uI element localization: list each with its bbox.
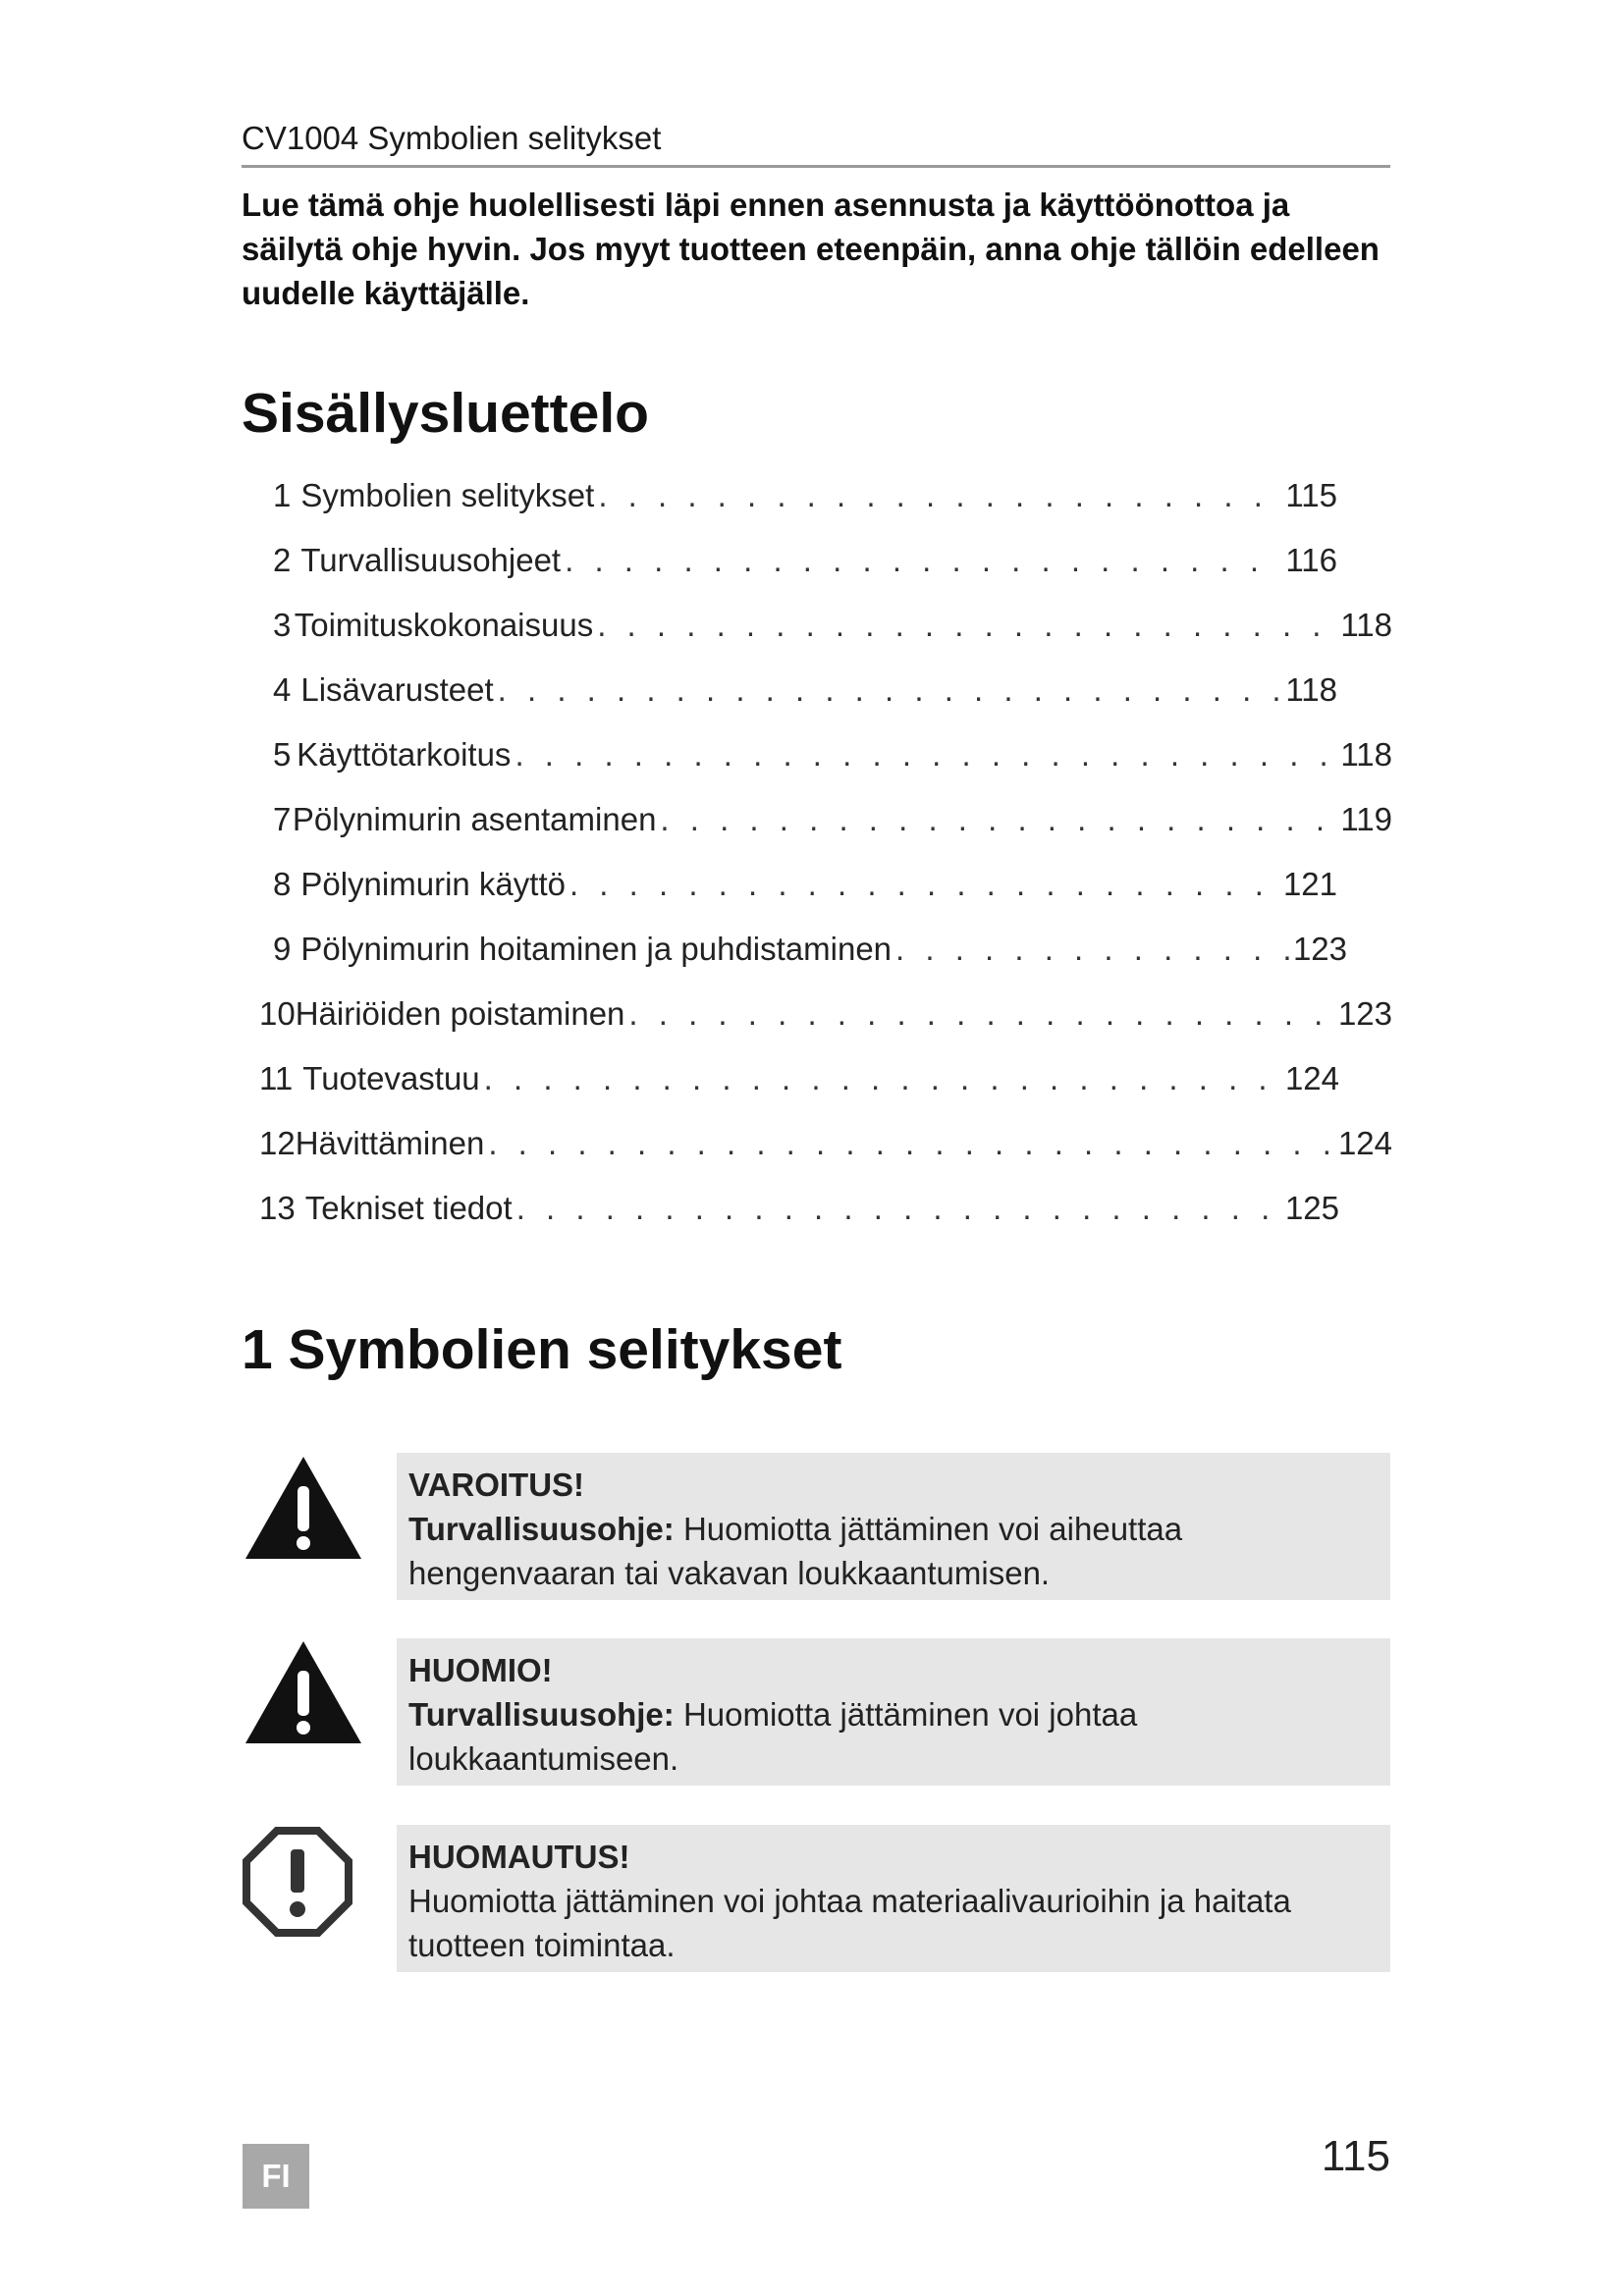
toc-entry-11[interactable] xyxy=(259,1060,1339,1103)
toc-entry-number: 8 xyxy=(273,866,292,902)
toc-entry-label: Tuotevastuu xyxy=(302,1060,480,1096)
toc-entry-page: 118 xyxy=(1285,671,1337,708)
toc-entry-label: Pölynimurin hoitaminen ja puhdistaminen xyxy=(300,931,893,967)
toc-entry-4[interactable] xyxy=(273,671,1337,715)
toc-entry-7[interactable] xyxy=(273,801,1392,844)
toc-entry-number: 12 xyxy=(259,1125,296,1161)
toc-entry-page: 123 xyxy=(1292,931,1347,967)
toc-entry-label: Pölynimurin käyttö xyxy=(300,866,566,902)
toc-entry-label: Tekniset tiedot xyxy=(304,1190,513,1226)
toc-entry-number: 5 xyxy=(273,736,292,773)
running-header: CV1004 Symbolien selitykset xyxy=(242,120,662,156)
toc-entry-page: 124 xyxy=(1337,1125,1392,1161)
toc-entry-number: 2 xyxy=(273,542,292,578)
toc-entry-label: Pölynimurin asentaminen xyxy=(292,801,657,837)
toc-entry-label: Hävittäminen xyxy=(295,1125,485,1161)
toc-leader-dots xyxy=(660,801,1336,838)
toc-entry-page: 119 xyxy=(1340,801,1392,837)
toc-entry-label: Häiriöiden poistaminen xyxy=(295,995,625,1032)
toc-entry-page: 116 xyxy=(1285,542,1337,578)
notice-title: VAROITUS! xyxy=(408,1467,585,1503)
toc-entry-13[interactable] xyxy=(259,1190,1339,1233)
toc-leader-dots xyxy=(514,736,1336,774)
toc-entry-number: 1 xyxy=(273,477,292,513)
toc-entry-number: 7 xyxy=(273,801,292,837)
toc-entry-number: 4 xyxy=(273,671,292,708)
toc-entry-page: 118 xyxy=(1340,736,1392,773)
notice-text: Huomiotta jättäminen voi aiheuttaa hengenvaaran tai vakavan loukkaantumisen. xyxy=(408,1511,1183,1591)
toc-entry-8[interactable] xyxy=(273,866,1337,909)
notice-title: HUOMAUTUS! xyxy=(408,1839,630,1875)
toc-entry-5[interactable] xyxy=(273,736,1392,779)
toc-entry-label: Symbolien selitykset xyxy=(300,477,595,513)
language-badge: FI xyxy=(243,2144,309,2209)
notice-text: Huomiotta jättäminen voi johtaa materiaalivaurioihin ja haitata tuotteen toimintaa. xyxy=(408,1883,1291,1963)
toc-entry-page: 121 xyxy=(1282,866,1337,902)
toc-title: Sisällysluettelo xyxy=(242,382,650,445)
toc-entry-2[interactable] xyxy=(273,542,1337,585)
toc-entry-number: 13 xyxy=(259,1190,296,1226)
toc-entry-label: Toimituskokonaisuus xyxy=(294,607,594,643)
caution-notice xyxy=(397,1638,1390,1786)
toc-leader-dots xyxy=(484,1060,1281,1097)
notice-octagon-icon xyxy=(242,1826,353,1938)
toc-leader-dots xyxy=(565,542,1281,579)
toc-entry-3[interactable] xyxy=(273,607,1392,650)
toc-entry-label: Turvallisuusohjeet xyxy=(300,542,562,578)
toc-entry-number: 10 xyxy=(259,995,296,1032)
toc-entry-label: Käyttötarkoitus xyxy=(297,736,512,773)
toc-entry-page: 123 xyxy=(1337,995,1392,1032)
notice-text: Huomiotta jättäminen voi johtaa loukkaantumiseen. xyxy=(408,1696,1138,1777)
toc-entry-label: Lisävarusteet xyxy=(300,671,494,708)
toc-entry-12[interactable] xyxy=(259,1125,1392,1168)
toc-entry-page: 118 xyxy=(1340,607,1392,643)
toc-entry-page: 115 xyxy=(1285,477,1337,513)
section-heading: 1 Symbolien selitykset xyxy=(242,1318,842,1381)
warning-notice xyxy=(397,1453,1390,1600)
toc-leader-dots xyxy=(516,1190,1281,1227)
page-number: 115 xyxy=(1321,2132,1390,2180)
toc-entry-page: 125 xyxy=(1284,1190,1339,1226)
notice-title: HUOMIO! xyxy=(408,1652,553,1688)
toc-entry-page: 124 xyxy=(1284,1060,1339,1096)
toc-leader-dots xyxy=(895,931,1289,968)
toc-entry-number: 3 xyxy=(273,607,292,643)
warning-triangle-icon xyxy=(242,1453,365,1563)
intro-paragraph: Lue tämä ohje huolellisesti läpi ennen asennusta ja käyttöönottoa ja säilytä ohje hyvin. Jos myyt tuotteen eteenpäin, anna ohje tällöin edelleen uudelle käyttäjälle. xyxy=(242,187,1380,311)
toc-leader-dots xyxy=(488,1125,1334,1162)
notice-lead: Turvallisuusohje: xyxy=(408,1511,675,1547)
toc-leader-dots xyxy=(628,995,1334,1033)
toc-leader-dots xyxy=(569,866,1279,903)
toc-leader-dots xyxy=(597,607,1336,644)
toc-leader-dots xyxy=(498,671,1282,709)
notice-note xyxy=(397,1825,1390,1972)
toc-leader-dots xyxy=(598,477,1281,514)
caution-triangle-icon xyxy=(242,1637,365,1747)
toc-entry-9[interactable] xyxy=(273,931,1347,974)
toc-entry-number: 11 xyxy=(259,1060,294,1096)
toc-entry-1[interactable] xyxy=(273,477,1337,520)
toc-entry-number: 9 xyxy=(273,931,292,967)
notice-lead: Turvallisuusohje: xyxy=(408,1696,675,1733)
toc-entry-10[interactable] xyxy=(259,995,1392,1039)
